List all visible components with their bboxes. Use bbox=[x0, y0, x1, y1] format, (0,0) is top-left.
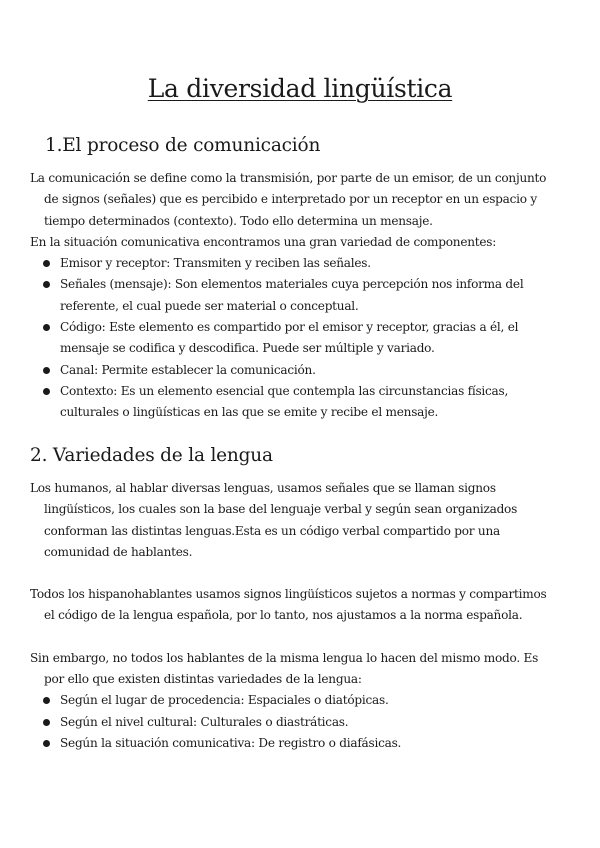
varieties-list bbox=[30, 690, 558, 754]
list-item: Según el lugar de procedencia: Espaciales o diatópicas. bbox=[30, 690, 558, 711]
section-2-heading: 2. Variedades de la lengua bbox=[30, 445, 273, 466]
bullet-icon bbox=[43, 260, 50, 267]
bullet-icon bbox=[43, 367, 50, 374]
list-item: Emisor y receptor: Transmiten y reciben las señales. bbox=[30, 253, 558, 274]
bullet-icon bbox=[43, 281, 50, 288]
signs-paragraph: Los humanos, al hablar diversas lenguas, usamos señales que se llaman signos lingüísticos, los cuales son la base del lenguaje verbal y según sean organizados conforman las distintas lenguas.Esta es un código verbal compartido por una comunidad de hablantes. bbox=[30, 481, 518, 559]
bullet-icon bbox=[43, 740, 50, 747]
components-list bbox=[30, 253, 558, 423]
list-item: Según el nivel cultural: Culturales o diastráticas. bbox=[30, 712, 558, 733]
list-item: Código: Este elemento es compartido por el emisor y receptor, gracias a él, el mensaje se codifica y descodifica. Puede ser múltiple y variado. bbox=[30, 317, 558, 360]
section-1-body bbox=[30, 168, 558, 424]
document-title: La diversidad lingüística bbox=[147, 74, 453, 103]
components-intro: En la situación comunicativa encontramos una gran variedad de componentes: bbox=[30, 234, 497, 249]
section-1-heading: 1.El proceso de comunicación bbox=[45, 135, 321, 156]
list-item: Según la situación comunicativa: De registro o diafásicas. bbox=[30, 733, 558, 754]
norms-paragraph: Todos los hispanohablantes usamos signos lingüísticos sujetos a normas y compartimos el código de la lengua española, por lo tanto, nos ajustamos a la norma española. bbox=[30, 587, 547, 623]
section-2-body bbox=[30, 478, 558, 754]
definition-paragraph: La comunicación se define como la transmisión, por parte de un emisor, de un conjunto de signos (señales) que es percibido e interpretado por un receptor en un espacio y tiempo determinados (contexto). Todo ello determina un mensaje. bbox=[30, 171, 547, 228]
varieties-paragraph: Sin embargo, no todos los hablantes de la misma lengua lo hacen del mismo modo. Es por ello que existen distintas variedades de la lengua: bbox=[30, 650, 539, 687]
bullet-icon bbox=[43, 324, 50, 331]
list-item: Contexto: Es un elemento esencial que contempla las circunstancias físicas, culturales o lingüísticas en las que se emite y recibe el mensaje. bbox=[30, 381, 558, 424]
list-item: Canal: Permite establecer la comunicación. bbox=[30, 360, 558, 381]
list-item: Señales (mensaje): Son elementos materiales cuya percepción nos informa del referente, el cual puede ser material o conceptual. bbox=[30, 274, 558, 317]
bullet-icon bbox=[43, 719, 50, 726]
bullet-icon bbox=[43, 697, 50, 704]
bullet-icon bbox=[43, 388, 50, 395]
